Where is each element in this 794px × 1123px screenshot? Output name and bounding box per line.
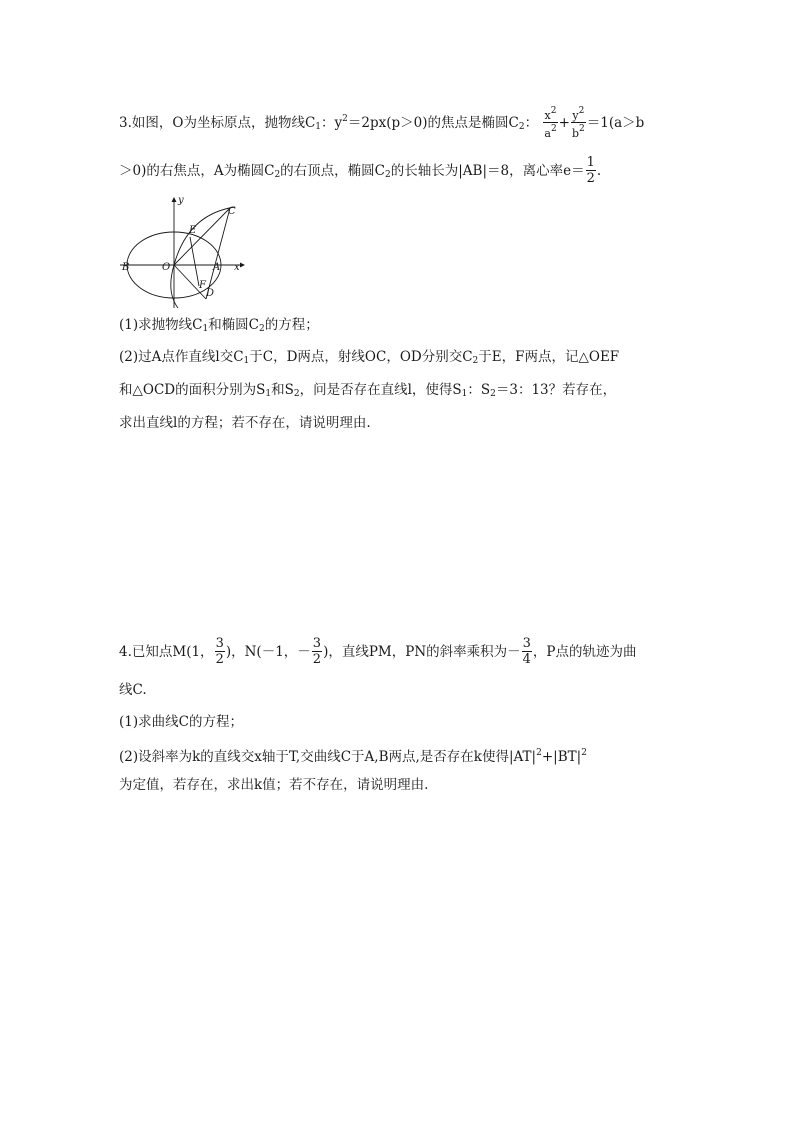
q3-text: ：S: [467, 382, 491, 398]
q4-part-1: [119, 712, 243, 732]
superscript: 2: [581, 748, 587, 758]
q3-text: ：y: [321, 115, 343, 131]
fraction-denominator: 2: [312, 652, 322, 667]
fraction-numerator: 3: [522, 636, 531, 651]
fraction-numerator: x: [544, 109, 551, 122]
q4-line-1: [119, 637, 637, 668]
subscript: 1: [202, 324, 209, 334]
q3-text: ＝1(a＞b: [586, 115, 645, 131]
label-o: O: [162, 262, 171, 273]
superscript: 2: [579, 124, 585, 134]
q3-text: 和S: [271, 382, 294, 398]
subscript: 2: [293, 389, 300, 399]
q4-text: ，P点的轨迹为曲: [532, 644, 637, 660]
q4-part-2-line-1: [119, 743, 587, 767]
subscript: 1: [315, 122, 322, 132]
q3-text: ，问是否存在直线l，使得S: [299, 382, 462, 398]
q4-text: (2)设斜率为k的直线交x轴于T,交曲线C于A,B两点,是否存在k使得|AT|: [119, 749, 537, 765]
q3-text: 的右顶点，椭圆C: [280, 163, 386, 179]
fraction-numerator: 3: [312, 636, 322, 651]
fraction-numerator: 1: [586, 155, 595, 170]
superscript: 2: [578, 106, 585, 116]
subscript: 2: [490, 389, 496, 399]
q3-text: 的方程；: [264, 317, 319, 333]
parabola-curve: [171, 207, 235, 308]
q3-text: 求出直线l的方程；若不存在，请说明理由.: [119, 415, 371, 431]
fraction-n-y: [312, 636, 322, 667]
q3-text: ＝2px(p＞0)的焦点是椭圆C: [347, 115, 519, 131]
q3-text: 于C，D两点，射线OC，OD分别交C: [249, 349, 473, 365]
fraction-denominator: 2: [215, 652, 224, 667]
superscript: 2: [550, 106, 557, 116]
superscript: 2: [550, 124, 557, 134]
subscript: 2: [472, 356, 479, 366]
q3-text: ＝3：13？若存在，: [495, 382, 617, 398]
q3-text: 于E，F两点，记△OEF: [478, 349, 620, 365]
q3-text: 的长轴长为|AB|＝8，离心率e＝: [390, 163, 585, 179]
q4-line-2: [119, 680, 147, 700]
label-y: y: [178, 195, 184, 206]
label-c: C: [228, 206, 236, 217]
fraction-denominator: 2: [586, 171, 595, 186]
q4-text: +|BT|: [541, 749, 582, 765]
q4-text: (1)求曲线C的方程；: [119, 714, 243, 730]
q3-text: 和椭圆C: [208, 317, 260, 333]
subscript: 2: [518, 122, 525, 132]
fraction-slope-product: [522, 636, 532, 667]
q3-part-2-line-2: [119, 380, 616, 404]
q3-text: 和△OCD的面积分别为S: [119, 382, 266, 398]
q3-part-1: [119, 315, 319, 339]
fraction-x2-a2: [543, 105, 557, 140]
subscript: 1: [243, 356, 250, 366]
label-a: A: [213, 262, 221, 273]
q3-line-2: [119, 156, 601, 187]
ellipse-parabola-figure: [118, 194, 248, 310]
q3-text: 3.如图，O为坐标原点，抛物线C: [119, 115, 316, 131]
figure-svg: [118, 194, 248, 310]
q4-part-2-line-2: [119, 775, 428, 795]
subscript: 1: [461, 389, 468, 399]
q4-text: 为定值，若存在，求出k值；若不存在，请说明理由.: [119, 777, 429, 793]
label-e: E: [189, 225, 197, 236]
x-axis-arrow-icon: [240, 263, 245, 268]
q3-text: (1)求抛物线C: [119, 317, 203, 333]
label-b: B: [122, 262, 130, 273]
line-l: [206, 208, 230, 299]
label-x: x: [234, 262, 240, 273]
fraction-denominator: a: [544, 127, 551, 140]
fraction-eccentricity: [586, 155, 596, 186]
subscript: 1: [265, 389, 272, 399]
fraction-numerator: 3: [215, 636, 224, 651]
q3-text: ＞0)的右焦点，A为椭圆C: [119, 163, 275, 179]
q3-part-2-line-1: [119, 347, 619, 371]
label-f: F: [199, 280, 206, 291]
q4-text: 线C.: [119, 682, 147, 698]
subscript: 2: [385, 170, 391, 180]
superscript: 2: [342, 114, 348, 124]
label-d: D: [206, 288, 215, 299]
fraction-y2-b2: [571, 105, 586, 140]
y-axis-arrow-icon: [172, 197, 177, 202]
q3-part-2-line-3: [119, 413, 371, 433]
fraction-denominator: 4: [522, 652, 531, 667]
q4-text: 4.已知点M(1，: [119, 644, 214, 660]
q4-text: )，N(－1，－: [225, 644, 311, 660]
q3-text: (2)过A点作直线l交C: [119, 349, 244, 365]
q3-line-1: [119, 106, 644, 141]
q4-text: )，直线PM，PN的斜率乘积为－: [323, 644, 521, 660]
subscript: 2: [259, 324, 265, 334]
ray-oc: [174, 208, 230, 265]
fraction-m-y: [215, 636, 225, 667]
fraction-numerator: y: [572, 109, 579, 122]
fraction-denominator: b: [571, 127, 580, 140]
q3-text: ：: [524, 115, 539, 131]
q3-text: .: [596, 163, 602, 179]
plus-sign: +: [558, 115, 570, 131]
subscript: 2: [274, 170, 281, 180]
superscript: 2: [536, 748, 542, 758]
